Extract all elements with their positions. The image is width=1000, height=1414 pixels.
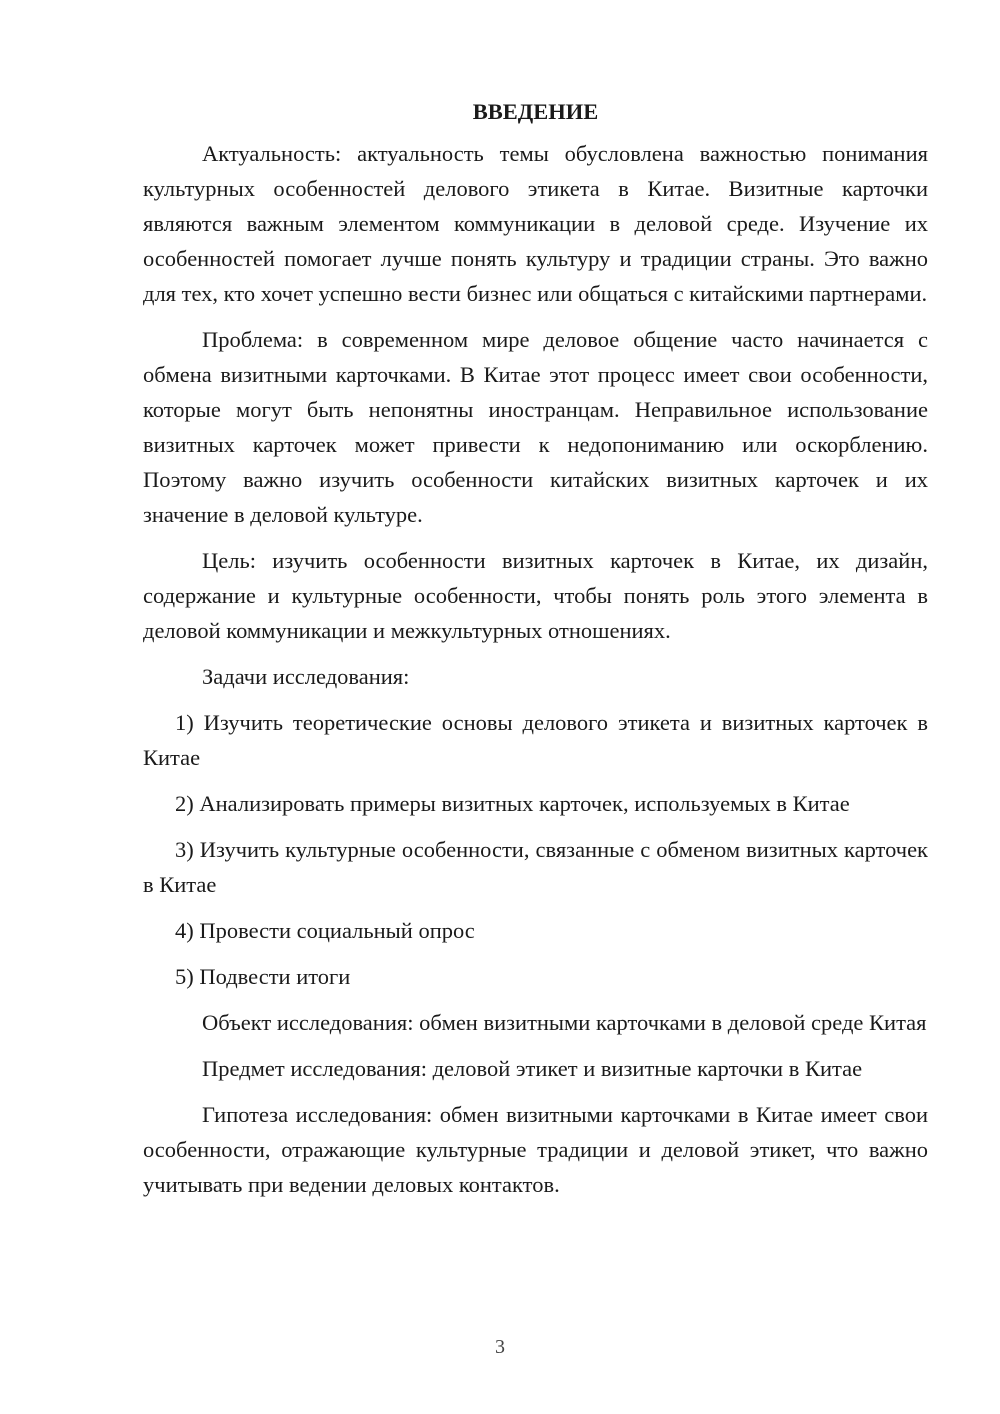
task-item: 1) Изучить теоретические основы делового этикета и визитных карточек в Китае [143, 710, 928, 770]
document-page [143, 96, 928, 1213]
task-item: 5) Подвести итоги [175, 964, 351, 989]
task-item: 2) Анализировать примеры визитных карточек, используемых в Китае [175, 791, 850, 816]
paragraph-problem: Проблема: в современном мире деловое общение часто начинается с обмена визитными карточками. В Китае этот процесс имеет свои особенности, которые могут быть непонятны иностранцам. Неправильное использование визитных карточек может привести к недопониманию или оскорблению. Поэтому важно изучить особенности китайских визитных карточек и их значение в деловой культуре. [143, 327, 928, 527]
paragraph-subject: Предмет исследования: деловой этикет и визитные карточки в Китае [202, 1056, 863, 1081]
task-item: 3) Изучить культурные особенности, связанные с обменом визитных карточек в Китае [143, 837, 928, 897]
page-number: 3 [495, 1336, 505, 1358]
task-item: 4) Провести социальный опрос [175, 918, 475, 943]
paragraph-goal: Цель: изучить особенности визитных карточек в Китае, их дизайн, содержание и культурные особенности, чтобы понять роль этого элемента в деловой коммуникации и межкультурных отношениях. [143, 548, 928, 643]
section-title: ВВЕДЕНИЕ [472, 99, 599, 124]
paragraph-object: Объект исследования: обмен визитными карточками в деловой среде Китая [202, 1010, 927, 1035]
paragraph-tasks-heading: Задачи исследования: [202, 664, 410, 689]
paragraph-relevance: Актуальность: актуальность темы обусловлена важностью понимания культурных особенностей делового этикета в Китае. Визитные карточки являются важным элементом коммуникации в деловой среде. Изучение их особенностей помогает лучше понять культуру и традиции страны. Это важно для тех, кто хочет успешно вести бизнес или общаться с китайскими партнерами. [143, 141, 928, 306]
paragraph-hypothesis: Гипотеза исследования: обмен визитными карточками в Китае имеет свои особенности, отражающие культурные традиции и деловой этикет, что важно учитывать при ведении деловых контактов. [143, 1102, 928, 1197]
